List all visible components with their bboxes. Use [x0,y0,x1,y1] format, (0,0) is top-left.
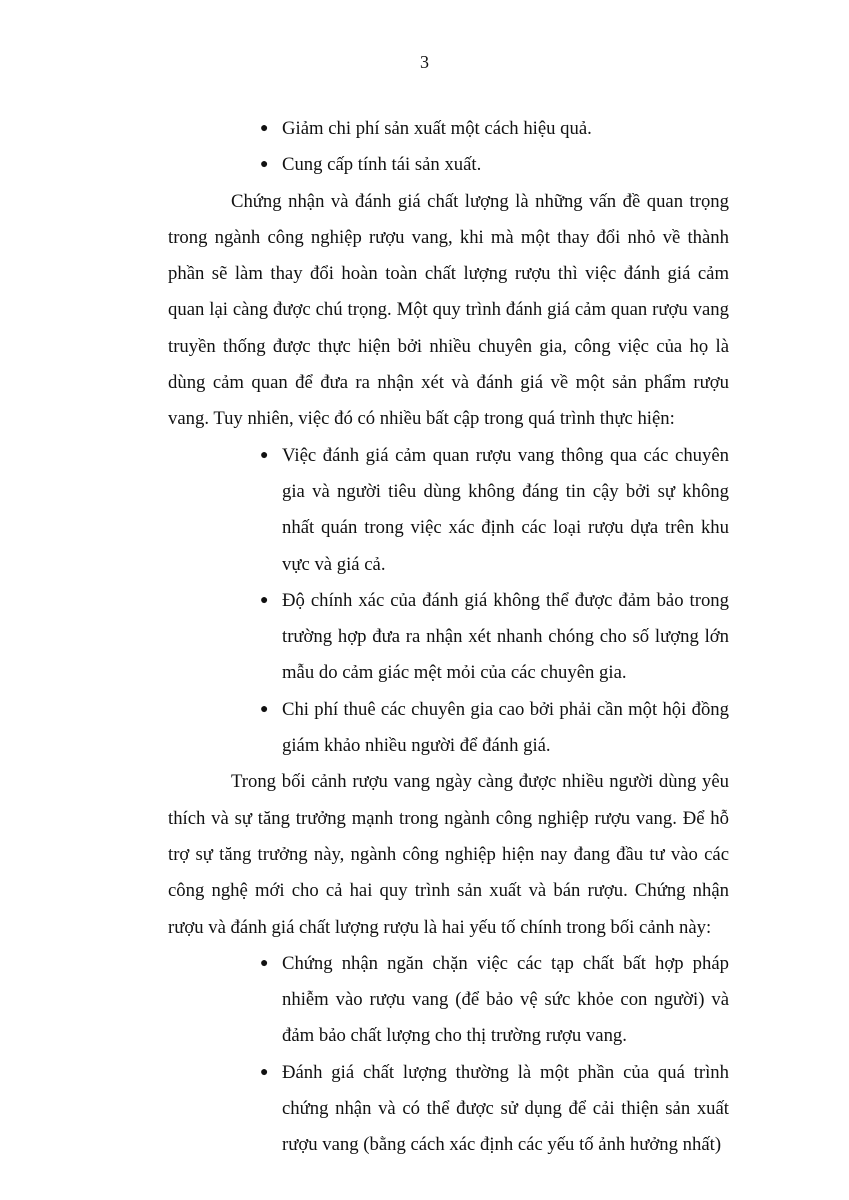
bullet-icon: ● [260,592,269,608]
issues-bullet-list [168,438,729,765]
bullet-icon: ● [260,447,269,463]
list-item-text: Việc đánh giá cảm quan rượu vang thông qua các chuyên gia và người tiêu dùng không đáng tin cậy bởi sự không nhất quán trong việc xác định các loại rượu dựa trên khu vực và giá cả. [282,444,729,575]
list-item [168,147,729,183]
intro-bullet-list [168,111,729,184]
bullet-icon: ● [260,157,269,173]
list-item-text: Cung cấp tính tái sản xuất. [282,154,482,176]
list-item-text: Chi phí thuê các chuyên gia cao bởi phải cần một hội đồng giám khảo nhiều người để đánh giá. [282,698,729,757]
factors-bullet-list [168,946,729,1164]
bullet-icon: ● [260,1064,269,1080]
list-item-text: Đánh giá chất lượng thường là một phần của quá trình chứng nhận và có thể được sử dụng để cải thiện sản xuất rượu vang (bằng cách xác định các yếu tố ảnh hưởng nhất) [282,1061,729,1156]
list-item [168,583,729,692]
bullet-icon: ● [260,121,269,136]
list-item [168,111,729,147]
list-item-text: Chứng nhận ngăn chặn việc các tạp chất bất hợp pháp nhiễm vào rượu vang (để bảo vệ sức khỏe con người) và đảm bảo chất lượng cho thị trường rượu vang. [282,952,729,1047]
list-item-text: Giảm chi phí sản xuất một cách hiệu quả. [282,118,592,139]
bullet-icon: ● [260,701,269,717]
list-item-text: Độ chính xác của đánh giá không thể được đảm bảo trong trường hợp đưa ra nhận xét nhanh chóng cho số lượng lớn mẫu do cảm giác mệt mỏi của các chuyên gia. [282,589,729,684]
paragraph-industry-context: Trong bối cảnh rượu vang ngày càng được nhiều người dùng yêu thích và sự tăng trưởng mạnh trong ngành công nghiệp rượu vang. Để hỗ trợ sự tăng trưởng này, ngành công nghiệp hiện nay đang đầu tư vào các công nghệ mới cho cả hai quy trình sản xuất và bán rượu. Chứng nhận rượu và đánh giá chất lượng rượu là hai yếu tố chính trong bối cảnh này: [168,771,729,938]
paragraph-quality-assessment: Chứng nhận và đánh giá chất lượng là những vấn đề quan trọng trong ngành công nghiệp rượu vang, khi mà một thay đổi nhỏ về thành phần sẽ làm thay đổi hoàn toàn chất lượng rượu thì việc đánh giá cảm quan lại càng được chú trọng. Một quy trình đánh giá cảm quan rượu vang truyền thống được thực hiện bởi nhiều chuyên gia, công việc của họ là dùng cảm quan để đưa ra nhận xét và đánh giá về một sản phẩm rượu vang. Tuy nhiên, việc đó có nhiều bất cập trong quá trình thực hiện: [168,190,729,430]
list-item [168,438,729,583]
list-item [168,946,729,1055]
page-number: 3 [420,52,429,72]
bullet-icon: ● [260,955,269,971]
list-item [168,1055,729,1164]
document-body [168,111,729,1164]
list-item [168,692,729,765]
